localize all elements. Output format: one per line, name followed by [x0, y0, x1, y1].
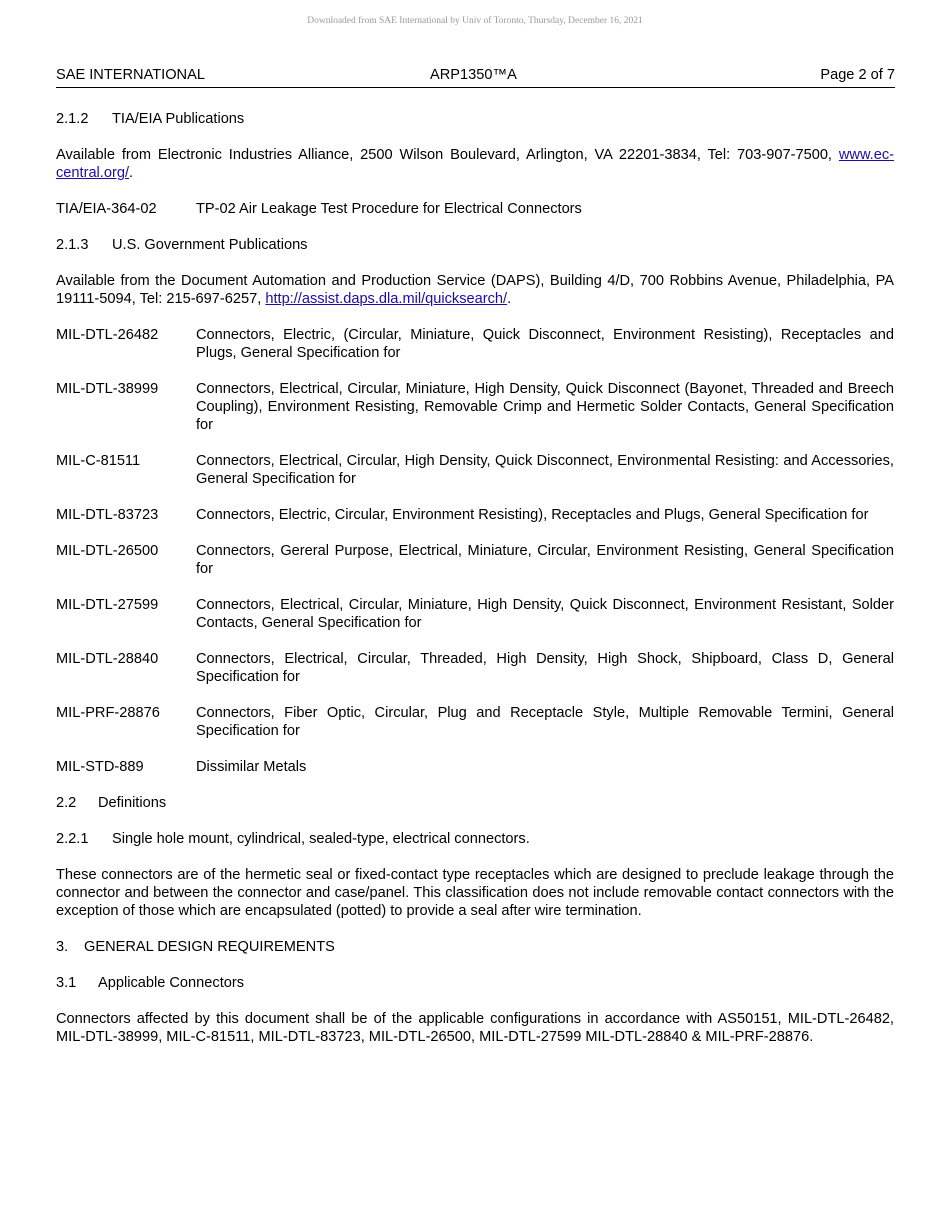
reference-code: MIL-DTL-83723 [56, 507, 159, 523]
definition-paragraph: These connectors are of the hermetic seal or fixed-contact type receptacles which are designed to preclude leakage through the connector and between the connector and case/panel. This classification does not include removable contact connectors with the exception of those which are encapsulated (potted) to provide a seal after wire termination. [56, 867, 894, 919]
section-3-heading [56, 938, 894, 956]
availability-end: . [129, 165, 134, 181]
header-doc-id: ARP1350™A [430, 67, 517, 83]
reference-title: Connectors, Electrical, Circular, Threaded, High Density, High Shock, Shipboard, Class D, General Specification for [196, 651, 894, 685]
reference-title: Connectors, Electrical, Circular, Miniature, High Density, Quick Disconnect, Environment Resistant, Solder Contacts, General Specification for [196, 597, 894, 631]
header-page-number: Page 2 of 7 [820, 67, 895, 83]
header-org: SAE INTERNATIONAL [56, 67, 205, 83]
reference-code: TIA/EIA-364-02 [56, 201, 157, 217]
section-title: TIA/EIA Publications [112, 111, 245, 127]
tia-eia-availability-paragraph [56, 146, 894, 182]
download-watermark: Downloaded from SAE International by Univ of Toronto, Thursday, December 16, 2021 [307, 16, 643, 26]
section-2-2-1-heading [56, 830, 894, 848]
reference-code: MIL-DTL-26500 [56, 543, 159, 559]
section-title: Definitions [98, 795, 167, 811]
reference-title: TP-02 Air Leakage Test Procedure for Electrical Connectors [196, 201, 582, 217]
section-number: 2.1.2 [56, 111, 89, 127]
reference-title: Connectors, Electrical, Circular, Miniature, High Density, Quick Disconnect (Bayonet, Threaded and Breech Coupling), Environment Resisting, Removable Crimp and Hermetic Solder Contacts, General Specification for [196, 381, 894, 433]
reference-entry [56, 200, 894, 218]
availability-text: Available from Electronic Industries Alliance, 2500 Wilson Boulevard, Arlington, VA 22201-3834, Tel: 703-907-7500, [56, 147, 839, 163]
reference-code: MIL-PRF-28876 [56, 705, 160, 721]
section-number: 3.1 [56, 975, 77, 991]
reference-title: Connectors, Electric, Circular, Environment Resisting), Receptacles and Plugs, General Specification for [196, 507, 869, 523]
availability-end: . [507, 291, 512, 307]
reference-code: MIL-DTL-38999 [56, 381, 159, 397]
reference-title: Dissimilar Metals [196, 759, 307, 775]
section-title: Single hole mount, cylindrical, sealed-type, electrical connectors. [112, 831, 530, 847]
reference-title: Connectors, Fiber Optic, Circular, Plug and Receptacle Style, Multiple Removable Termini, General Specification for [196, 705, 894, 739]
reference-code: MIL-C-81511 [56, 453, 141, 469]
reference-entry [56, 596, 894, 632]
reference-entry [56, 506, 894, 524]
section-title: Applicable Connectors [98, 975, 245, 991]
section-2-1-3-heading [56, 236, 894, 254]
reference-entry [56, 380, 894, 434]
reference-entry [56, 758, 894, 776]
reference-entry [56, 650, 894, 686]
reference-entry [56, 452, 894, 488]
section-3-1-heading [56, 974, 894, 992]
reference-entry [56, 542, 894, 578]
assist-quicksearch-link[interactable]: http://assist.daps.dla.mil/quicksearch/ [265, 291, 508, 307]
section-title: GENERAL DESIGN REQUIREMENTS [84, 939, 335, 955]
section-number: 2.1.3 [56, 237, 89, 253]
section-title: U.S. Government Publications [112, 237, 308, 253]
reference-code: MIL-DTL-26482 [56, 327, 159, 343]
availability-text: Available from the Document Automation and Production Service (DAPS), Building 4/D, 700 Robbins Avenue, Philadelphia, PA 19111-5094, Tel: 215-697-6257, [56, 273, 894, 307]
ec-central-link[interactable]: www.ec-central.org/ [56, 147, 894, 181]
applicable-connectors-paragraph: Connectors affected by this document shall be of the applicable configurations in accordance with AS50151, MIL-DTL-26482, MIL-DTL-38999, MIL-C-81511, MIL-DTL-83723, MIL-DTL-26500, MIL-DTL-27599 MIL-DTL-28840 & MIL-PRF-28876. [56, 1011, 894, 1045]
reference-entry [56, 704, 894, 740]
section-number: 2.2 [56, 795, 77, 811]
reference-code: MIL-DTL-28840 [56, 651, 159, 667]
tia-eia-reference-list [56, 200, 894, 218]
reference-title: Connectors, Gereral Purpose, Electrical, Miniature, Circular, Environment Resisting, General Specification for [196, 543, 894, 577]
government-reference-list [56, 326, 894, 776]
reference-title: Connectors, Electric, (Circular, Miniature, Quick Disconnect, Environment Resisting), Receptacles and Plugs, General Specification for [196, 327, 894, 361]
reference-entry [56, 326, 894, 362]
reference-code: MIL-STD-889 [56, 759, 144, 775]
section-2-1-2-heading [56, 110, 894, 128]
section-2-2-heading [56, 794, 894, 812]
page-header [56, 66, 895, 88]
document-body [56, 110, 894, 1064]
reference-title: Connectors, Electrical, Circular, High Density, Quick Disconnect, Environmental Resisting: and Accessories, General Specification for [196, 453, 894, 487]
reference-code: MIL-DTL-27599 [56, 597, 159, 613]
gov-availability-paragraph [56, 272, 894, 308]
section-number: 3. [56, 939, 69, 955]
section-number: 2.2.1 [56, 831, 89, 847]
